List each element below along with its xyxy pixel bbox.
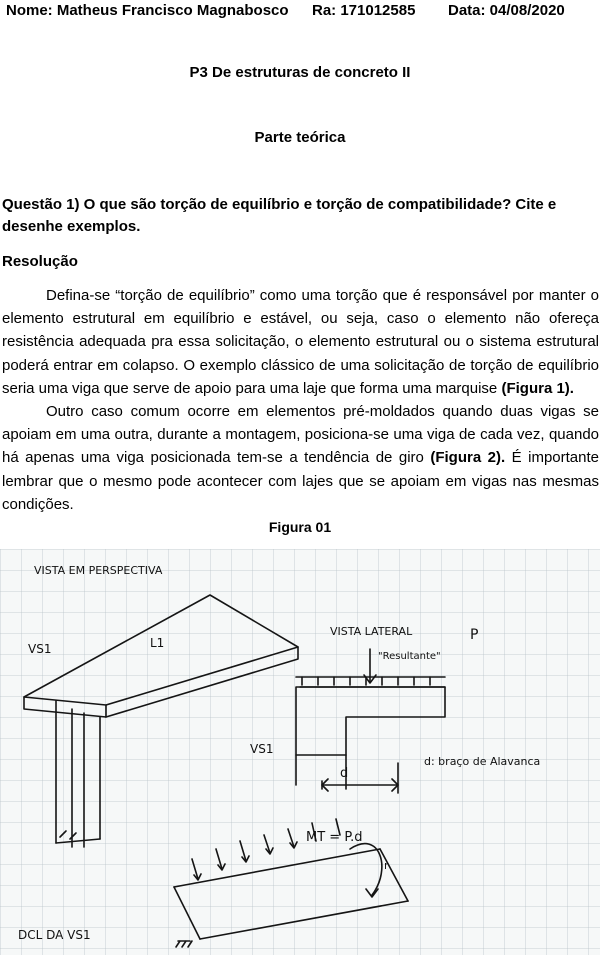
figure-1-reference: (Figura 1). [501, 379, 574, 397]
paragraph-1 [2, 284, 599, 400]
question-text: Questão 1) O que são torção de equilíbrio e torção de compatibilidade? Cite e desenhe exemplos. [2, 196, 557, 235]
vs1-lateral-label: VS1 [250, 742, 274, 756]
r-label: r [384, 859, 389, 872]
paragraph-1-text: Defina-se “torção de equilíbrio” como uma torção que é responsável por manter o elemento estrutural em equilíbrio e estável, ou seja, caso o elemento não ofereça resistência adequada pra essa solicitação, o elemento estrutural ou o sistema estrutural poderá entrar em colapso. O exemplo clássico de uma solicitação de torção de equilíbrio seria uma viga que serve de apoio para uma laje que forma uma marquise [2, 287, 599, 397]
dcl-label: DCL DA VS1 [18, 928, 91, 942]
student-name: Nome: Matheus Francisco Magnabosco [6, 2, 289, 19]
vs1-label: VS1 [28, 642, 52, 656]
document-title: P3 De estruturas de concreto II [189, 64, 411, 81]
hand-drawn-sketch [0, 549, 600, 955]
exam-date: Data: 04/08/2020 [448, 2, 565, 19]
perspective-label: VISTA EM PERSPECTIVA [34, 564, 163, 577]
distance-d-label: d [340, 766, 349, 781]
figure-title: Figura 01 [268, 519, 332, 535]
resolution-label: Resolução [2, 253, 78, 270]
section-title: Parte teórica [254, 129, 346, 146]
lever-arm-label: d: braço de Alavanca [424, 755, 541, 768]
load-p-label: P [470, 627, 479, 643]
student-header [6, 2, 596, 24]
figure-2-reference: (Figura 2). [430, 449, 506, 467]
paragraph-2 [2, 400, 599, 516]
slab-label: L1 [150, 636, 165, 650]
paragraph-2-text: Outro caso comum ocorre em elementos pré-moldados quando duas vigas se apoiam em uma outra, durante a montagem, posiciona-se uma viga de cada vez, quando há apenas uma viga posicionada tem-se a tendência de giro [2, 403, 599, 467]
student-ra: Ra: 171012585 [312, 2, 416, 19]
lateral-view-label: VISTA LATERAL [330, 625, 413, 638]
resultant-label: "Resultante" [378, 651, 441, 662]
torsion-moment-label: MT = P.d [306, 830, 363, 845]
paragraph-2-tail: É importante lembrar que o mesmo pode acontecer com lajes que se apoiam em vigas nas mesmas condições. [2, 449, 599, 513]
